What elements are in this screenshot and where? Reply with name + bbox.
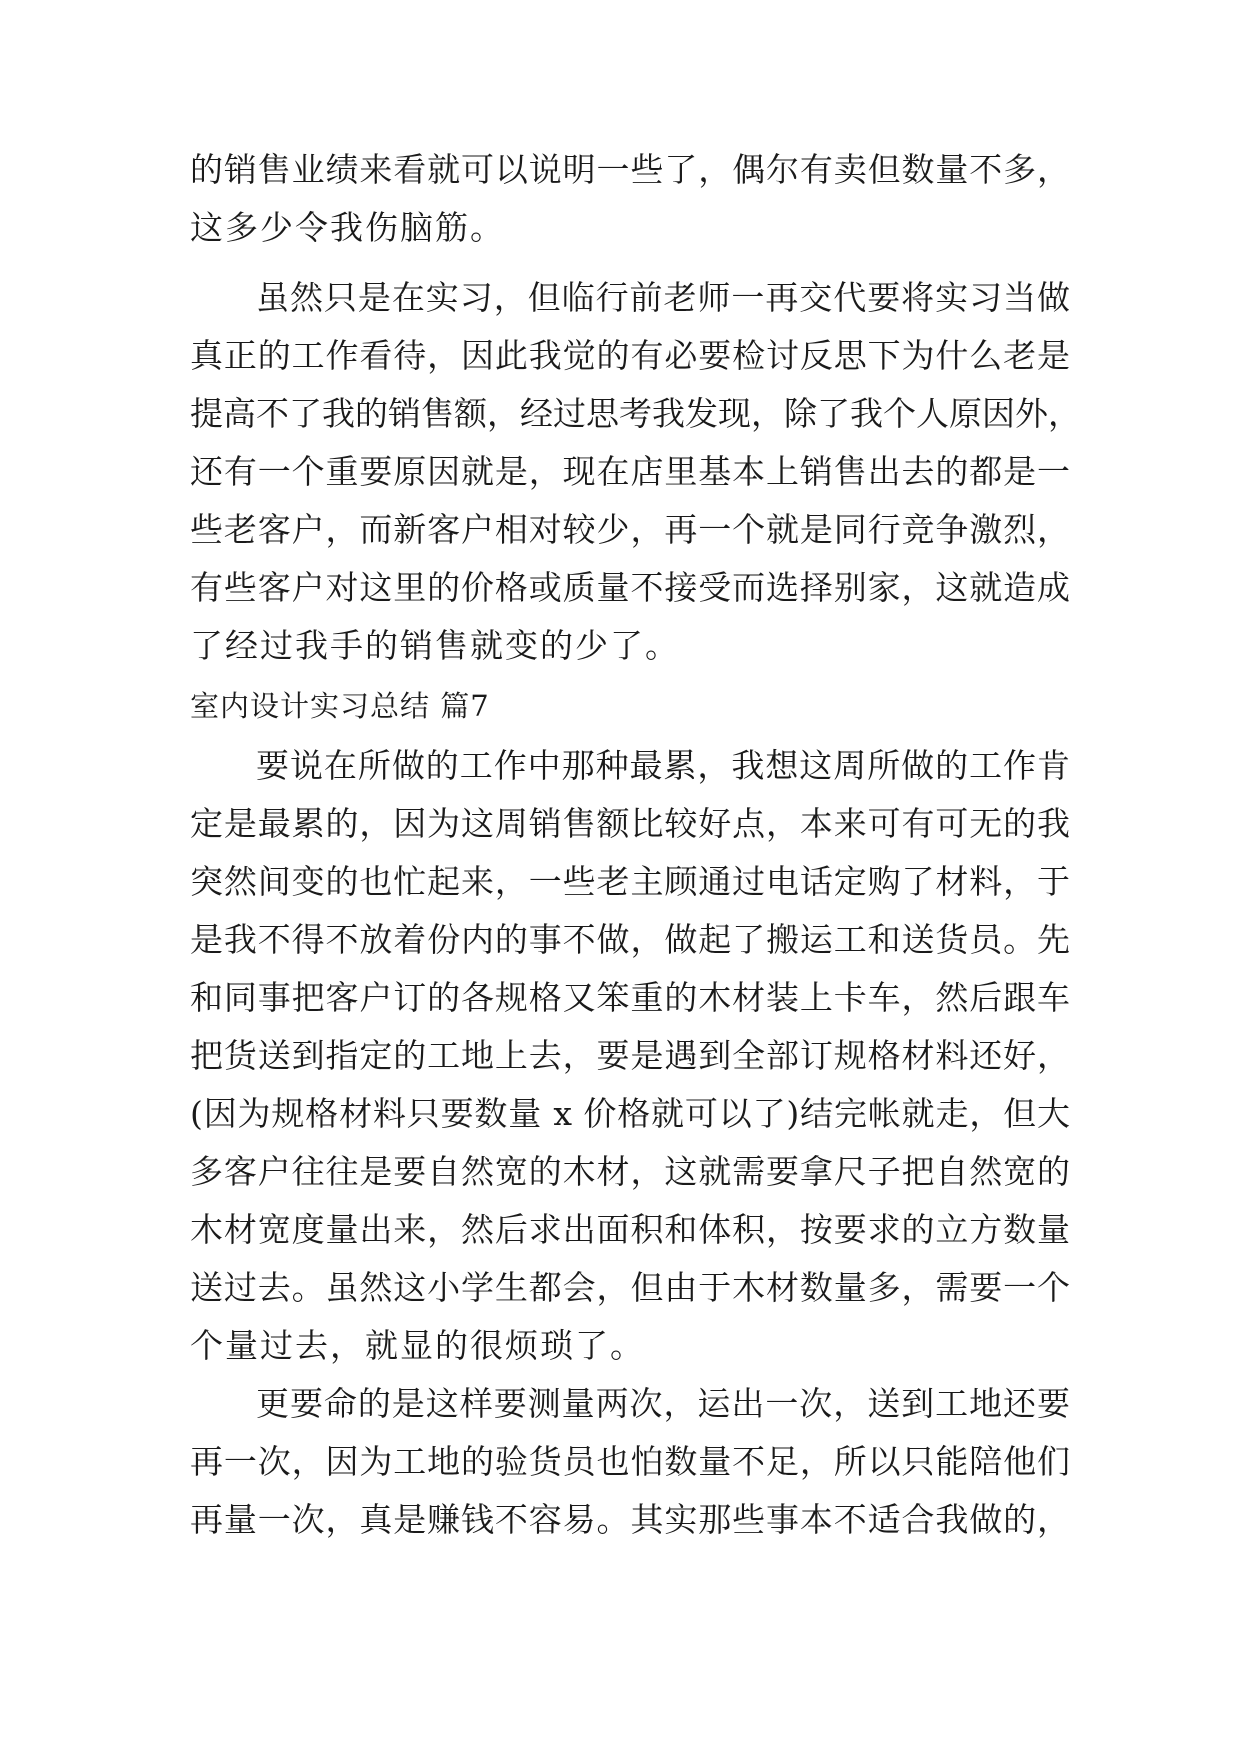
text-line: 再量一次，真是赚钱不容易。其实那些事本不适合我做的， xyxy=(190,1500,1070,1539)
text-line: 个量过去，就显的很烦琐了。 xyxy=(190,1326,645,1365)
text-line: 了经过我手的销售就变的少了。 xyxy=(190,626,680,665)
text-line: 这多少令我伤脑筋。 xyxy=(190,208,505,247)
text-line: 的销售业绩来看就可以说明一些了，偶尔有卖但数量不多， xyxy=(190,150,1070,189)
text-line: 提高不了我的销售额，经过思考我发现，除了我个人原因外， xyxy=(190,394,1081,433)
text-line: 真正的工作看待，因此我觉的有必要检讨反思下为什么老是 xyxy=(190,336,1070,375)
text-line: 还有一个重要原因就是，现在店里基本上销售出去的都是一 xyxy=(190,452,1070,491)
text-line: 要说在所做的工作中那种最累，我想这周所做的工作肯 xyxy=(256,746,1070,785)
text-line: 突然间变的也忙起来，一些老主顾通过电话定购了材料，于 xyxy=(190,862,1070,901)
text-line: 有些客户对这里的价格或质量不接受而选择别家，这就造成 xyxy=(190,568,1070,607)
text-line: 再一次，因为工地的验货员也怕数量不足，所以只能陪他们 xyxy=(190,1442,1070,1481)
text-line: 些老客户，而新客户相对较少，再一个就是同行竞争激烈， xyxy=(190,510,1070,549)
text-line: (因为规格材料只要数量 x 价格就可以了)结完帐就走，但大 xyxy=(190,1094,1070,1133)
text-line: 送过去。虽然这小学生都会，但由于木材数量多，需要一个 xyxy=(190,1268,1070,1307)
text-line: 更要命的是这样要测量两次，运出一次，送到工地还要 xyxy=(256,1384,1070,1423)
text-line: 多客户往往是要自然宽的木材，这就需要拿尺子把自然宽的 xyxy=(190,1152,1070,1191)
text-line: 把货送到指定的工地上去，要是遇到全部订规格材料还好， xyxy=(190,1036,1070,1075)
text-line: 和同事把客户订的各规格又笨重的木材装上卡车，然后跟车 xyxy=(190,978,1070,1017)
text-line: 是我不得不放着份内的事不做，做起了搬运工和送货员。先 xyxy=(190,920,1070,959)
section-heading: 室内设计实习总结 篇7 xyxy=(190,689,490,723)
text-line: 定是最累的，因为这周销售额比较好点，本来可有可无的我 xyxy=(190,804,1070,843)
text-line: 木材宽度量出来，然后求出面积和体积，按要求的立方数量 xyxy=(190,1210,1070,1249)
text-line: 虽然只是在实习，但临行前老师一再交代要将实习当做 xyxy=(256,278,1070,317)
